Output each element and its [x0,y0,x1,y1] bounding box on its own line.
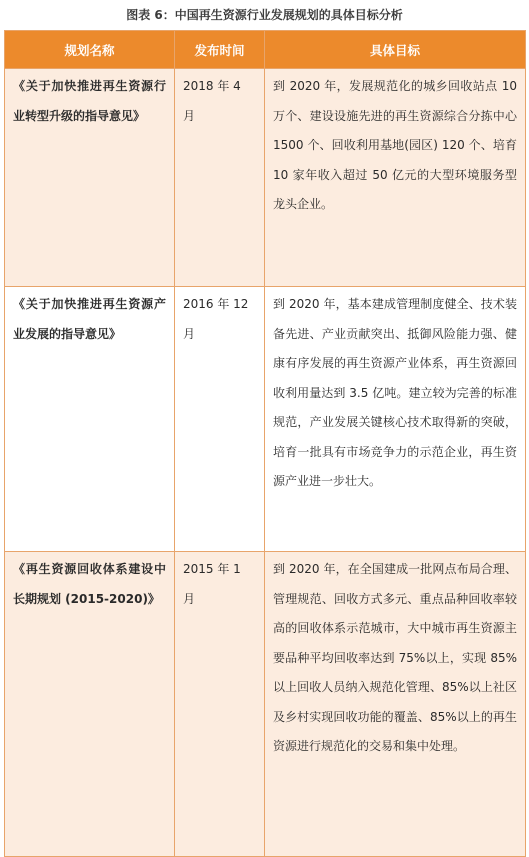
planning-goals-table [4,30,526,857]
goal-cell: 到 2020 年，发展规范化的城乡回收站点 10 万个、建设设施先进的再生资源综合分拣中心 1500 个、回收利用基地(园区) 120 个、培育 10 家年收入超过 50 亿元的大型环境服务型龙头企业。 [265,69,526,287]
release-date-cell: 2018 年 4 月 [175,69,265,287]
goal-cell: 到 2020 年，在全国建成一批网点布局合理、管理规范、回收方式多元、重点品种回收率较高的回收体系示范城市，大中城市再生资源主要品种平均回收率达到 75%以上，实现 85%以上回收人员纳入规范化管理、85%以上社区及乡村实现回收功能的覆盖、85%以上的再生资源进行规范化的交易和集中处理。 [265,552,526,857]
goal-cell: 到 2020 年，基本建成管理制度健全、技术装备先进、产业贡献突出、抵御风险能力强、健康有序发展的再生资源产业体系，再生资源回收利用量达到 3.5 亿吨。建立较为完善的标准规范，产业发展关键核心技术取得新的突破，培育一批具有市场竞争力的示范企业，再生资源产业进一步壮大。 [265,287,526,552]
table-row [5,287,526,552]
figure-caption: 图表 6：中国再生资源行业发展规划的具体目标分析 [126,8,403,22]
release-date-cell: 2015 年 1 月 [175,552,265,857]
table-header-row [5,31,526,69]
column-header-specific-goals: 具体目标 [265,31,526,69]
column-header-plan-name: 规划名称 [5,31,175,69]
release-date-cell: 2016 年 12 月 [175,287,265,552]
plan-name-cell: 《关于加快推进再生资源行业转型升级的指导意见》 [5,69,175,287]
table-row [5,552,526,857]
plan-name-cell: 《再生资源回收体系建设中长期规划 (2015-2020)》 [5,552,175,857]
plan-name-cell: 《关于加快推进再生资源产业发展的指导意见》 [5,287,175,552]
column-header-release-date: 发布时间 [175,31,265,69]
table-row [5,69,526,287]
